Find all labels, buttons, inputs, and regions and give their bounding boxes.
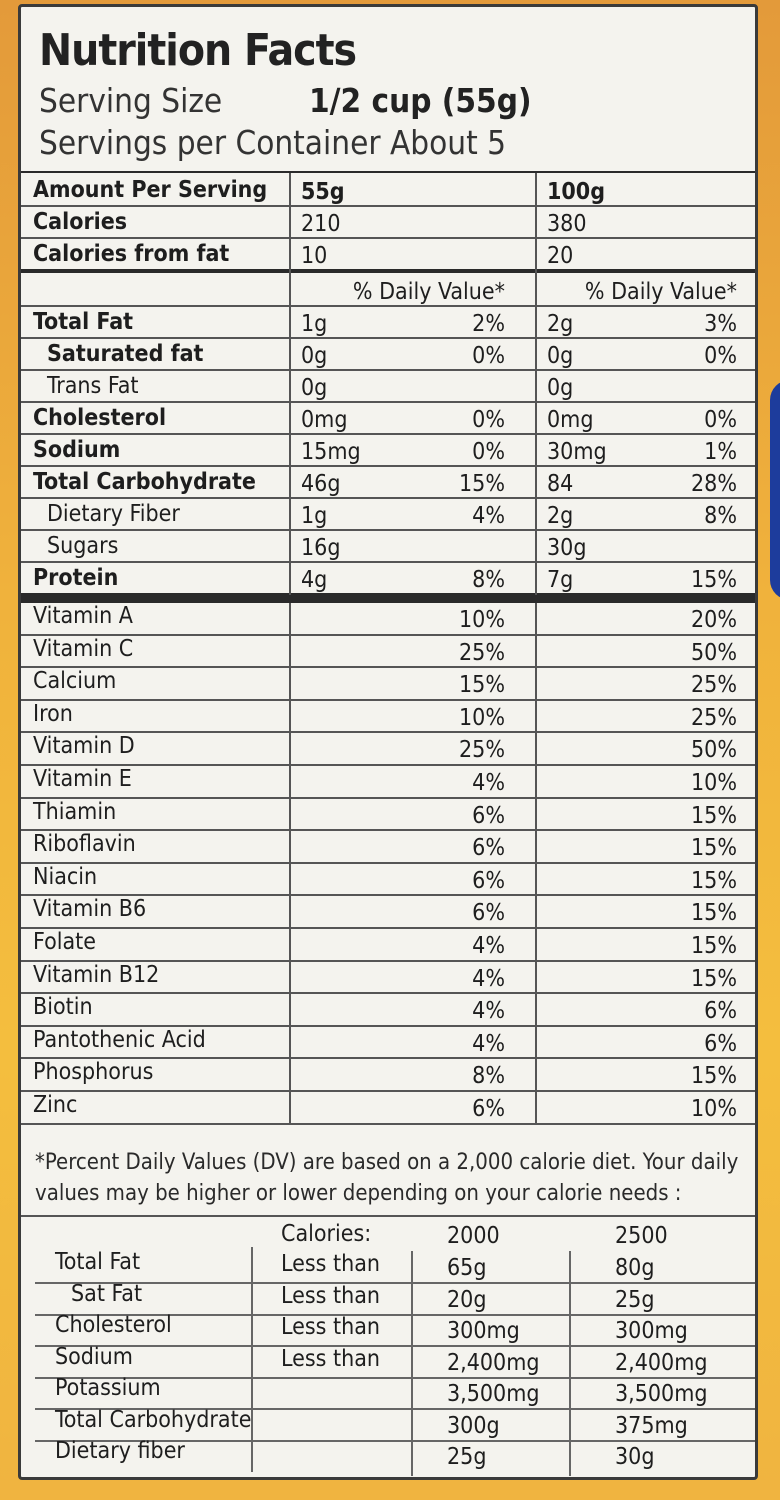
table-row-vitamin [21,1092,755,1125]
vitamin-dv-100g: 15% [691,1063,737,1090]
vitamin-dv-100g: 20% [691,607,737,633]
table-row-nutrient [21,371,755,403]
table-row-vitamin [21,896,755,929]
nutrient-dv-100g: 0% [704,343,737,369]
reference-nutrient-label: Cholesterol [55,1312,172,1338]
vitamin-dv-55g: 4% [472,770,505,796]
nutrition-facts-panel [18,4,758,1480]
table-row-nutrient [21,339,755,371]
table-row-vitamin [21,1059,755,1092]
footnote: *Percent Daily Values (DV) are based on a 2,000 calorie diet. Your daily values may be higher or lower depending on your calorie needs : [35,1150,739,1206]
nutrient-amount-100g: 30mg [547,439,607,465]
table-row-calories [21,207,755,239]
nutrient-amount-100g: 30g [547,535,587,561]
table-row-vitamin [21,733,755,766]
amount-per-serving-label: Amount Per Serving [33,177,268,203]
nutrient-label: Cholesterol [33,405,167,431]
calories-100g: 380 [547,211,587,237]
reference-2500-value: 2,400mg [615,1349,708,1376]
table-row-vitamin [21,1027,755,1060]
vitamin-label: Vitamin B12 [33,961,160,988]
nutrient-amount-55g: 4g [301,567,328,593]
vitamin-label: Calcium [33,668,117,695]
nutrient-amount-55g: 0g [301,375,328,401]
nutrient-amount-100g: 7g [547,567,574,593]
table-row-vitamin [21,831,755,864]
vitamin-dv-55g: 6% [472,867,505,894]
serving-size [39,81,532,120]
vitamin-dv-100g: 6% [704,1030,737,1057]
reference-nutrient-label: Potassium [55,1375,161,1401]
vitamin-label: Biotin [33,994,93,1021]
vitamin-dv-100g: 50% [691,737,737,764]
nutrient-dv-55g: 0% [472,439,505,465]
servings-per-container: Servings per Container About 5 [39,123,507,162]
vitamin-dv-55g: 8% [472,1063,505,1090]
nutrient-label: Trans Fat [47,373,139,399]
nutrient-dv-100g: 28% [691,471,737,497]
serving-size-value: 1/2 cup (55g) [309,81,532,120]
vitamin-label: Thiamin [33,798,117,825]
vitamin-dv-55g: 4% [472,933,505,959]
vitamin-label: Riboflavin [33,831,136,858]
nutrient-amount-55g: 0mg [301,407,348,433]
reference-condition: Less than [281,1314,381,1340]
reference-2000-value: 20g [447,1286,487,1313]
vitamin-label: Vitamin D [33,733,135,760]
table-row-vitamin [21,962,755,995]
reference-2000-value: 25g [447,1444,487,1470]
vitamin-dv-55g: 10% [459,704,505,731]
vitamin-dv-100g: 15% [691,965,737,992]
reference-column-divider [411,1251,413,1476]
nutrient-dv-100g: 0% [704,407,737,433]
table-row-vitamin [21,994,755,1027]
reference-nutrient-label: Sat Fat [71,1280,143,1307]
reference-2000-value: 300g [447,1412,500,1439]
reference-2500-value: 25g [615,1286,655,1313]
nutrient-dv-55g: 2% [472,311,505,337]
reference-column-divider [251,1247,253,1472]
vitamin-dv-100g: 25% [691,672,737,699]
nutrient-label: Protein [33,565,119,591]
reference-nutrient-label: Total Fat [55,1249,141,1275]
dv-header-100g: % Daily Value* [584,279,737,305]
vitamin-dv-55g: 15% [459,672,505,699]
table-row-vitamin [21,701,755,734]
reference-2500-header: 2500 [615,1223,668,1249]
col-100g-header: 100g [547,179,606,205]
nutrient-amount-55g: 16g [301,535,341,561]
vitamin-dv-55g: 6% [472,802,505,829]
nutrient-label: Sodium [33,437,121,463]
table-row-calories-fat [21,239,755,271]
table-row-vitamin [21,668,755,701]
reference-2000-value: 2,400mg [447,1349,540,1376]
vitamin-dv-100g: 10% [691,1096,737,1122]
nutrient-dv-100g: 8% [704,503,737,529]
reference-2500-value: 30g [615,1444,655,1470]
table-row-header [21,173,755,207]
table-row-vitamin [21,636,755,669]
nutrient-label: Dietary Fiber [47,501,180,527]
nutrient-dv-55g: 4% [472,503,505,529]
nutrient-dv-100g: 15% [691,567,737,593]
table-row-nutrient [21,435,755,467]
nutrient-amount-55g: 1g [301,311,328,337]
table-row-nutrient [21,403,755,435]
vitamin-dv-55g: 4% [472,965,505,992]
nutrient-label: Total Fat [33,309,134,335]
table-row-nutrient [21,531,755,563]
nutrient-dv-55g: 8% [472,567,505,593]
table-row-vitamin [21,864,755,897]
nutrient-amount-55g: 46g [301,471,341,497]
nutrient-amount-100g: 84 [547,471,574,497]
vitamin-label: Vitamin C [33,635,134,662]
table-row-vitamin [21,929,755,962]
vitamin-label: Vitamin A [33,603,133,629]
vitamin-dv-55g: 4% [472,1030,505,1057]
vitamin-dv-100g: 15% [691,933,737,959]
dv-header-55g: % Daily Value* [352,279,505,305]
vitamin-dv-100g: 10% [691,770,737,796]
vitamin-dv-100g: 15% [691,802,737,829]
nutrient-amount-55g: 0g [301,343,328,369]
serving-size-label: Serving Size [39,81,223,120]
calories-fat-label: Calories from fat [33,241,230,267]
vitamin-dv-55g: 25% [459,737,505,764]
reference-condition: Less than [281,1251,381,1277]
vitamin-label: Niacin [33,863,98,890]
reference-2500-value: 80g [615,1255,655,1281]
table-row-nutrient [21,307,755,339]
vitamin-dv-55g: 25% [459,639,505,666]
nutrient-label: Saturated fat [47,341,204,367]
table-row-vitamin [21,603,755,636]
col-55g-header: 55g [301,179,345,205]
nutrient-dv-55g: 0% [472,407,505,433]
vitamin-dv-55g: 6% [472,835,505,862]
reference-2000-value: 300mg [447,1318,520,1344]
vitamin-dv-100g: 15% [691,900,737,927]
nutrient-amount-55g: 15mg [301,439,361,465]
reference-nutrient-label: Dietary fiber [55,1438,185,1464]
vitamin-label: Iron [33,700,73,727]
reference-condition: Less than [281,1345,381,1372]
reference-nutrient-label: Total Carbohydrate [55,1406,252,1433]
nutrient-label: Sugars [47,533,119,559]
vitamin-dv-100g: 6% [704,998,737,1025]
reference-nutrient-label: Sodium [55,1343,133,1370]
vitamin-label: Vitamin E [33,766,132,792]
nutrient-amount-55g: 1g [301,503,328,529]
nutrient-dv-100g: 1% [704,439,737,465]
vitamin-dv-55g: 10% [459,607,505,633]
nutrient-amount-100g: 0g [547,375,574,401]
column-divider [535,603,537,1125]
vitamin-dv-100g: 15% [691,835,737,862]
column-divider [535,173,537,595]
vitamin-label: Phosphorus [33,1059,154,1086]
reference-column-divider [569,1251,571,1476]
table-row-vitamin [21,799,755,832]
column-divider [289,173,291,595]
vitamin-dv-55g: 4% [472,998,505,1025]
nutrient-dv-55g: 0% [472,343,505,369]
vitamin-dv-55g: 6% [472,900,505,927]
reference-condition: Less than [281,1282,381,1309]
vitamin-label: Pantothenic Acid [33,1026,206,1053]
vitamin-dv-100g: 25% [691,704,737,731]
calories-55g: 210 [301,211,341,237]
vitamin-label: Vitamin B6 [33,896,147,923]
reference-2500-value: 300mg [615,1318,688,1344]
reference-2000-value: 3,500mg [447,1381,540,1407]
table-row-dv-header [21,273,755,307]
nutrient-amount-100g: 2g [547,311,574,337]
table-row-vitamin [21,766,755,799]
nutrient-label: Total Carbohydrate [33,469,256,495]
nutrient-dv-100g: 3% [704,311,737,337]
package-blue-edge [770,380,780,600]
reference-top-rule [21,1215,755,1217]
calories-fat-100g: 20 [547,243,574,269]
nutrient-amount-100g: 2g [547,503,574,529]
table-row-nutrient [21,563,755,595]
calories-fat-55g: 10 [301,243,328,269]
nutrient-amount-100g: 0mg [547,407,594,433]
reference-calories-label: Calories: [281,1221,372,1247]
vitamin-label: Zinc [33,1092,78,1118]
vitamin-dv-100g: 50% [691,639,737,666]
reference-2500-value: 375mg [615,1412,688,1439]
calories-label: Calories [33,209,128,235]
vitamin-label: Folate [33,929,97,955]
nutrient-dv-55g: 15% [459,471,505,497]
label-title: Nutrition Facts [39,25,357,76]
vitamin-dv-100g: 15% [691,867,737,894]
column-divider [289,603,291,1125]
vitamin-dv-55g: 6% [472,1096,505,1122]
reference-2000-value: 65g [447,1255,487,1281]
reference-2000-header: 2000 [447,1223,500,1249]
nutrient-amount-100g: 0g [547,343,574,369]
table-row-nutrient [21,499,755,531]
table-row-nutrient [21,467,755,499]
reference-2500-value: 3,500mg [615,1381,708,1407]
